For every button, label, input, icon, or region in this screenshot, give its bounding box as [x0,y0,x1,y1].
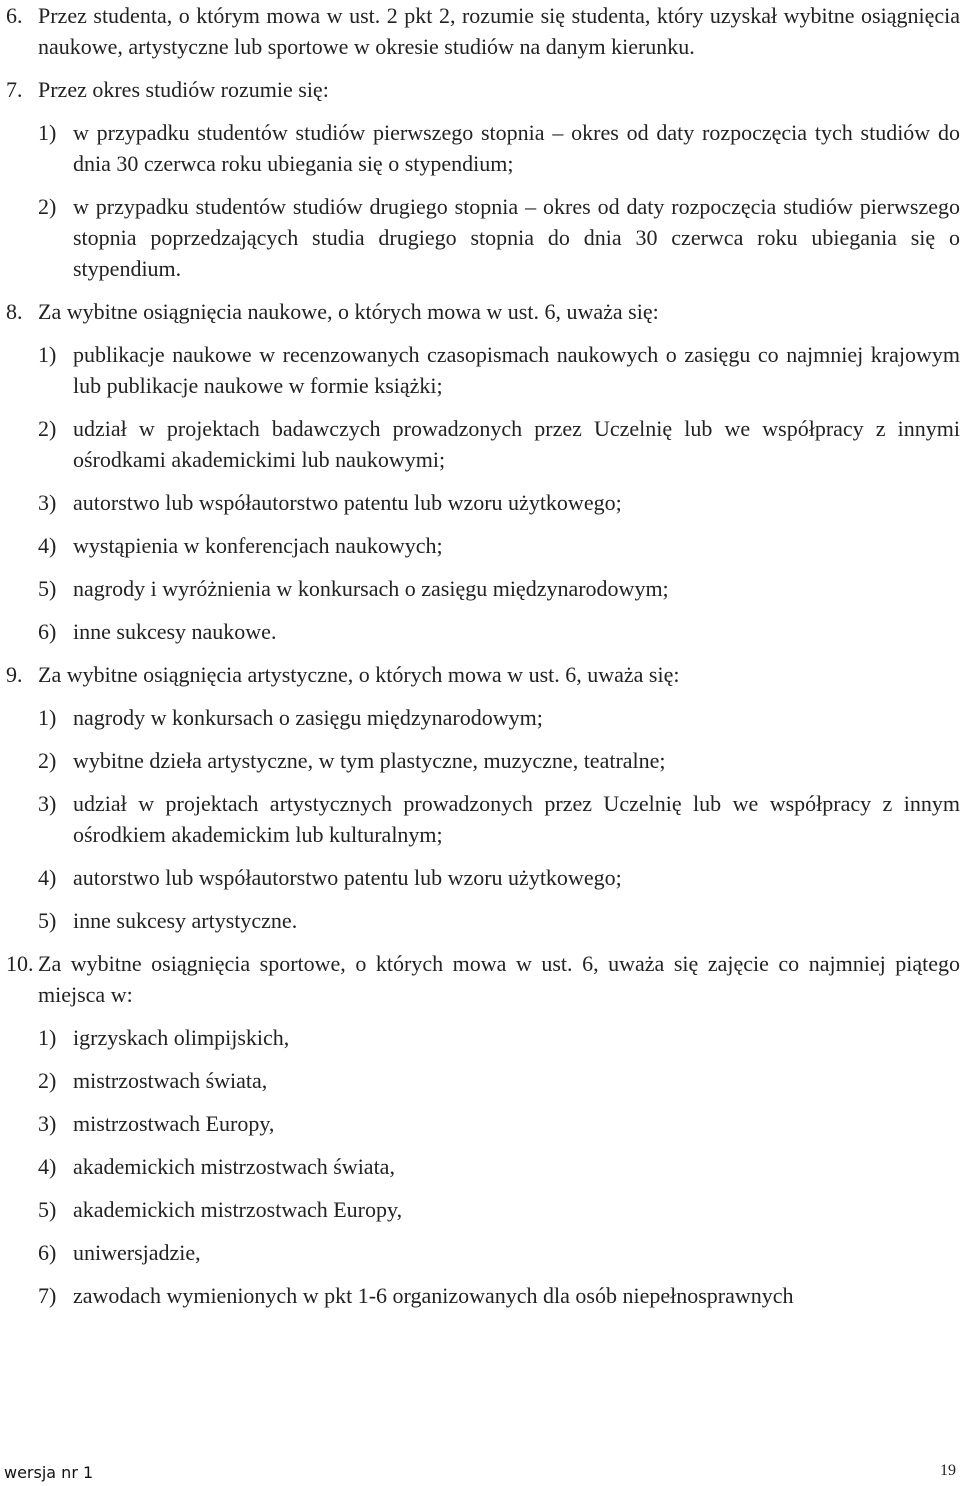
list-item [38,702,960,733]
item-text: publikacje naukowe w recenzowanych czasopismach naukowych o zasięgu co najmniej krajowym lub publikacje naukowe w formie książki; [73,342,960,398]
item-text: zawodach wymienionych w pkt 1-6 organizowanych dla osób niepełnosprawnych [73,1283,794,1308]
item-number: 1) [38,1025,57,1050]
item-number: 1) [38,342,57,367]
paragraph-text: Przez studenta, o którym mowa w ust. 2 pkt 2, rozumie się studenta, który uzyskał wybitne osiągnięcia naukowe, artystyczne lub sportowe w okresie studiów na danym kierunku. [38,3,960,59]
paragraph-text: Za wybitne osiągnięcia artystyczne, o których mowa w ust. 6, uważa się: [38,662,680,687]
item-text: akademickich mistrzostwach świata, [73,1154,395,1179]
item-number: 7) [38,1283,57,1308]
item-text: mistrzostwach Europy, [73,1111,275,1136]
paragraph-text: Przez okres studiów rozumie się: [38,77,329,102]
list-item [38,1237,960,1268]
list-item [38,862,960,893]
paragraph-7 [6,74,960,105]
item-text: inne sukcesy artystyczne. [73,908,298,933]
item-number: 6) [38,619,57,644]
item-text: nagrody i wyróżnienia w konkursach o zasięgu międzynarodowym; [73,576,669,601]
list-item [38,530,960,561]
item-text: uniwersjadzie, [73,1240,201,1265]
item-text: igrzyskach olimpijskich, [73,1025,290,1050]
item-number: 4) [38,865,57,890]
list-item [38,487,960,518]
paragraph-number: 10. [6,951,34,976]
list-item [38,1194,960,1225]
item-number: 2) [38,1068,57,1093]
paragraph-text: Za wybitne osiągnięcia sportowe, o których mowa w ust. 6, uważa się zajęcie co najmniej piątego miejsca w: [38,951,960,1007]
page-number: 19 [940,1462,956,1479]
paragraph-number: 6. [6,3,23,28]
list-item [38,339,960,401]
item-text: nagrody w konkursach o zasięgu międzynarodowym; [73,705,543,730]
item-number: 1) [38,120,57,145]
item-text: autorstwo lub współautorstwo patentu lub wzoru użytkowego; [73,865,622,890]
item-text: akademickich mistrzostwach Europy, [73,1197,403,1222]
item-number: 2) [38,194,57,219]
list-item [38,905,960,936]
list-item [38,1022,960,1053]
item-number: 3) [38,1111,57,1136]
item-number: 2) [38,748,57,773]
item-number: 4) [38,533,57,558]
item-number: 6) [38,1240,57,1265]
list-item [38,573,960,604]
paragraph-9 [6,659,960,690]
item-number: 5) [38,1197,57,1222]
item-number: 3) [38,791,57,816]
item-number: 5) [38,908,57,933]
paragraph-number: 7. [6,77,23,102]
list-item [38,1151,960,1182]
paragraph-number: 9. [6,662,23,687]
item-number: 4) [38,1154,57,1179]
item-text: w przypadku studentów studiów drugiego stopnia – okres od daty rozpoczęcia studiów pierwszego stopnia poprzedzających studia drugiego stopnia do dnia 30 czerwca roku ubiegania się o stypendium. [73,194,960,281]
item-text: wybitne dzieła artystyczne, w tym plastyczne, muzyczne, teatralne; [73,748,666,773]
item-number: 1) [38,705,57,730]
document-body [6,0,960,1311]
list-item [38,413,960,475]
list-item [38,1280,960,1311]
item-text: autorstwo lub współautorstwo patentu lub wzoru użytkowego; [73,490,622,515]
paragraph-text: Za wybitne osiągnięcia naukowe, o których mowa w ust. 6, uważa się: [38,299,659,324]
item-text: w przypadku studentów studiów pierwszego stopnia – okres od daty rozpoczęcia tych studiów do dnia 30 czerwca roku ubiegania się o stypendium; [73,120,960,176]
list-item [38,788,960,850]
footer-version: wersja nr 1 [4,1463,94,1482]
paragraph-6 [6,0,960,62]
list-item [38,191,960,284]
list-item [38,745,960,776]
list-item [38,616,960,647]
list-item [38,1108,960,1139]
item-text: wystąpienia w konferencjach naukowych; [73,533,443,558]
list-item [38,1065,960,1096]
item-number: 5) [38,576,57,601]
item-number: 3) [38,490,57,515]
item-text: mistrzostwach świata, [73,1068,268,1093]
item-text: inne sukcesy naukowe. [73,619,277,644]
item-text: udział w projektach badawczych prowadzonych przez Uczelnię lub we współpracy z innymi ośrodkami akademickimi lub naukowymi; [73,416,960,472]
item-text: udział w projektach artystycznych prowadzonych przez Uczelnię lub we współpracy z innym ośrodkiem akademickim lub kulturalnym; [73,791,960,847]
paragraph-10 [6,948,960,1010]
list-item [38,117,960,179]
paragraph-number: 8. [6,299,23,324]
item-number: 2) [38,416,57,441]
paragraph-8 [6,296,960,327]
